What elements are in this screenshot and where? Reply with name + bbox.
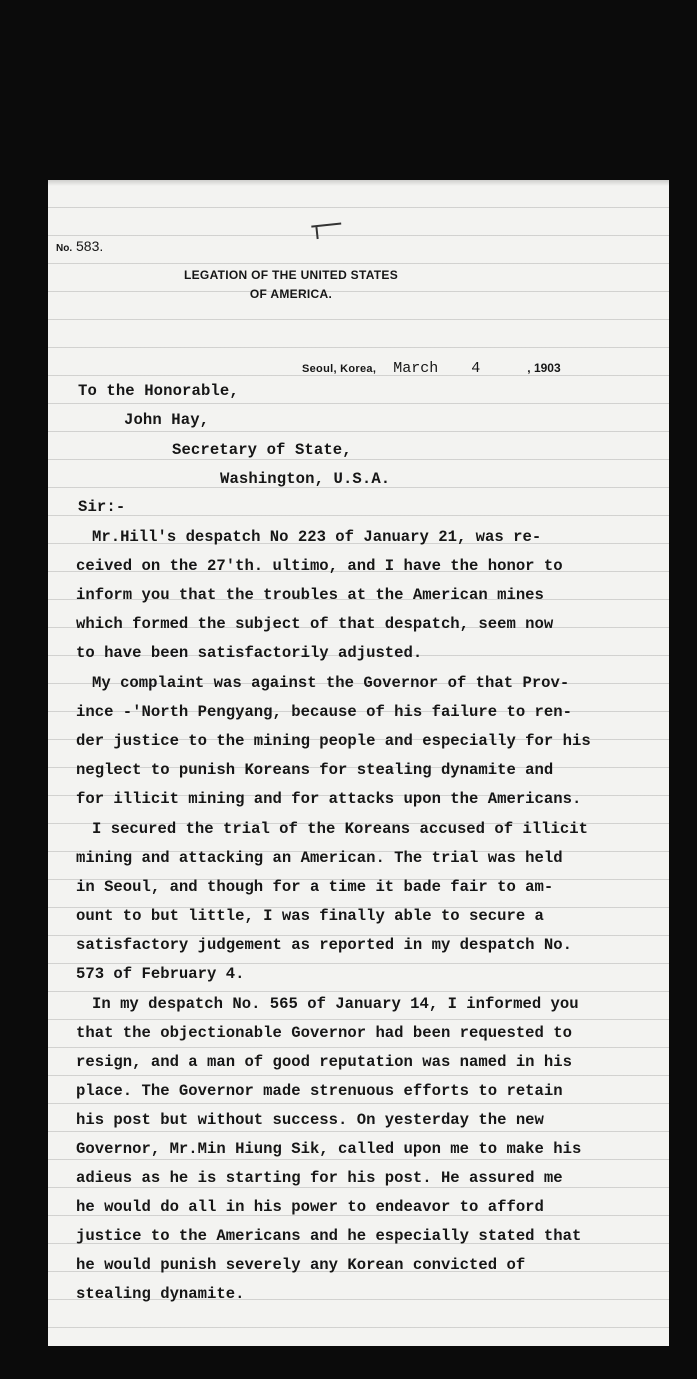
body-line: I secured the trial of the Koreans accused of illicit	[92, 820, 588, 838]
body-line: he would punish severely any Korean convicted of	[76, 1256, 526, 1274]
dateline-year: , 1903	[527, 361, 561, 375]
dateline-month: March	[393, 360, 439, 377]
dateline-day: 4	[471, 360, 481, 377]
body-line: My complaint was against the Governor of that Prov-	[92, 674, 570, 692]
body-line: which formed the subject of that despatch, seem now	[76, 615, 554, 633]
address-line-2: Secretary of State,	[172, 441, 352, 459]
body-line: stealing dynamite.	[76, 1285, 245, 1303]
letterhead	[184, 266, 398, 304]
address-line-1: John Hay,	[124, 411, 210, 429]
body-line: in Seoul, and though for a time it bade fair to am-	[76, 878, 554, 896]
body-line: ount to but little, I was finally able to secure a	[76, 907, 544, 925]
address-line-3: Washington, U.S.A.	[220, 470, 391, 488]
body-line: ince -'North Pengyang, because of his failure to ren-	[76, 703, 572, 721]
body-line: Governor, Mr.Min Hiung Sik, called upon me to make his	[76, 1140, 582, 1158]
body-line: his post but without success. On yesterday the new	[76, 1111, 544, 1129]
letterhead-line-2: OF AMERICA.	[249, 287, 333, 301]
document-number-label: No.	[56, 243, 73, 254]
body-line: der justice to the mining people and especially for his	[76, 732, 591, 750]
body-line: mining and attacking an American. The trial was held	[76, 849, 563, 867]
dateline	[302, 360, 561, 377]
pencil-mark	[311, 222, 343, 241]
letter-page	[48, 180, 669, 1346]
body-line: ceived on the 27'th. ultimo, and I have the honor to	[76, 557, 563, 575]
body-line: inform you that the troubles at the American mines	[76, 586, 544, 604]
body-line: place. The Governor made strenuous efforts to retain	[76, 1082, 563, 1100]
document-number-value: 583.	[76, 238, 104, 254]
body-line: 573 of February 4.	[76, 965, 245, 983]
body-line: satisfactory judgement as reported in my despatch No.	[76, 936, 572, 954]
body-line: adieus as he is starting for his post. He assured me	[76, 1169, 563, 1187]
dateline-place: Seoul, Korea,	[302, 363, 377, 375]
body-line: neglect to punish Koreans for stealing dynamite and	[76, 761, 554, 779]
body-line: to have been satisfactorily adjusted.	[76, 644, 423, 662]
letterhead-line-1: LEGATION OF THE UNITED STATES	[184, 268, 399, 282]
document-number	[56, 238, 103, 254]
body-line: justice to the Americans and he especially stated that	[76, 1227, 582, 1245]
body-line: In my despatch No. 565 of January 14, I informed you	[92, 995, 579, 1013]
salutation: Sir:-	[78, 498, 126, 516]
body-line: resign, and a man of good reputation was named in his	[76, 1053, 572, 1071]
body-line: Mr.Hill's despatch No 223 of January 21, was re-	[92, 528, 542, 546]
address-line-0: To the Honorable,	[78, 382, 239, 400]
body-line: for illicit mining and for attacks upon the Americans.	[76, 790, 582, 808]
body-line: he would do all in his power to endeavor to afford	[76, 1198, 544, 1216]
body-line: that the objectionable Governor had been requested to	[76, 1024, 572, 1042]
